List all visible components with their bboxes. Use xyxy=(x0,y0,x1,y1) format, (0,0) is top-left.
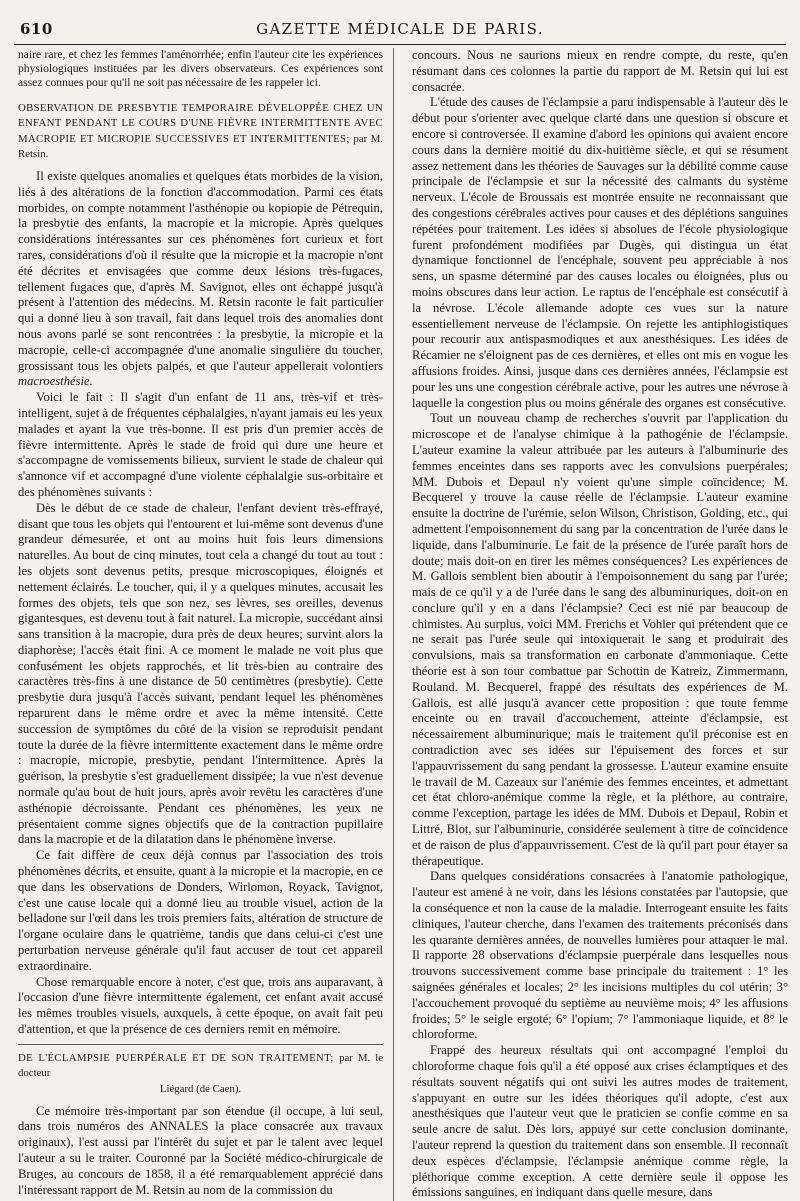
body-paragraph: Chose remarquable encore à noter, c'est que, trois ans auparavant, à l'occasion d'une fièvre intermittente également, cet enfant avait accusé les mêmes troubles visuels, auxquels, à cette époque, on avait fait peu d'attention, et que la présence de ces derniers remit en mémoire. xyxy=(18,974,383,1037)
intro-paragraph: naire rare, et chez les femmes l'aménorrhée; enfin l'auteur cite les expériences physiologiques instituées par les divers observateurs. Ces expériences sont assez connues pour qu'il ne soit pas nécessaire de les rappeler ici. xyxy=(18,48,383,90)
body-paragraph: Voici le fait : Il s'agit d'un enfant de 11 ans, très-vif et très-intelligent, sujet à de fréquentes céphalalgies, n'ayant jamais eu les yeux malades et ayant la vue très-bonne. Il est pris d'un premier accès de fièvre intermittente. Après le stade de froid qui dure une heure et s'accompagne de vomissements bilieux, survient le stade de chaleur qui s'annonce vif et accompagné d'une violente céphalalgie sus-orbitaire et des phénomènes suivants : xyxy=(18,390,383,499)
body-paragraph: Ce mémoire très-important par son étendue (il occupe, à lui seul, dans trois numéros des ANNALES la place consacrée aux travaux originaux), l'est aussi par l'intérêt du sujet et par le talent avec lequel l'auteur a su le traiter. Couronné par la Société médico-chirurgicale de Bruges, au concours de 1858, il a été remarquablement apprécié dans l'intéressant rapport de M. Retsin au nom de la commission du xyxy=(18,1103,383,1197)
heading-author: par M. Retsin. xyxy=(18,132,383,161)
body-paragraph: Il existe quelques anomalies et quelques états morbides de la vision, liés à des altérations de la fonction d'accommodation. Parmi ces états morbides, on compte notamment l'asthénopie ou kopiopie de Pétrequin, la presbytie des enfants, la macropie et la micropie. Après quelques considérations intéressantes sur ces phénomènes fort curieux et fort rares, considérations d'où il résulte que la micropie et la macropie n'ont été décrites et envisagées que comme deux lésions très-fugaces, tellement fugaces que, d'après M. Savignot, elles ont échappé jusqu'à présent à l'attention des médecins. M. Retsin raconte le fait particulier qui a donné lieu à son travail, fait dans lequel trois des anomalies dont nous avons parlé se sont rencontrées : la presbytie, la micropie et la macropie, celle-ci accompagnée d'une anomalie singulière du toucher, grossissant tous les objets palpés, et que l'auteur appellerait volontiers macroesthésie. xyxy=(18,168,383,389)
left-column xyxy=(18,48,394,1201)
page-header xyxy=(14,14,786,45)
body-paragraph: L'étude des causes de l'éclampsie a paru indispensable à l'auteur dès le début pour s'orienter avec quelque clarté dans une question si obscure et encore si controversée. Il examine d'abord les opinions qui avaient encore cours dans la dernière moitié du dix-huitième siècle, et qui se résument assez nettement dans les théories de Sauvages sur la débilité comme cause principale de l'éclampsie et sur la nécessité des calmants du système nerveux. L'école de Broussais est montrée ensuite ne reconnaissant que des congestions cérébrales actives pour causes et des déplétions sanguines répétées pour traitement. Les idées si absolues de l'école physiologique furent profondément modifiées par Dugès, qui distingua un état dynamique fonctionnel de l'encéphale, souvent peu appréciable à nos sens, un spasme déterminé par des causes locales ou éloignées, plus ou moins obscures dans leur action. Le raptus de l'encéphale est consécutif à la névrose. L'école allemande adopte ces vues sur la nature essentiellement nerveuse de l'éclampsie. On rejette les antiphlogistiques pour recourir aux antispasmodiques et aux anesthésiques. Les idées de Récamier ne s'éloignent pas de ces dernières, et elles ont mis en vogue les affusions froides. Ainsi, jusque dans ces dernières années, l'éclampsie est pour les uns une congestion cérébrale active, pour les autres une névrose à laquelle la congestion plus ou moins générale des organes est consécutive. xyxy=(412,95,788,410)
heading-author: par M. le docteur xyxy=(18,1051,383,1080)
body-paragraph: Ce fait diffère de ceux déjà connus par l'association des trois phénomènes décrits, et ensuite, quant à la micropie et la macropie, en ce que dans les observations de Donders, Wirlomon, Royack, Tavignot, c'est une cause locale qui a donné lieu au trouble visuel, action de la belladone sur l'œil dans les trois premiers faits, altération de structure de l'organe oculaire dans le quatrième, tandis que dans celui-ci c'est une perturbation nerveuse générale qu'il faut accuser de tout cet appareil extraordinaire. xyxy=(18,848,383,973)
body-paragraph: Frappé des heureux résultats qui ont accompagné l'emploi du chloroforme chaque fois qu'il a été opposé aux crises éclamptiques et des résultats souvent négatifs qui ont suivi les autres modes de traitement, s'appuyant en outre sur les idées théoriques qu'il adopte, c'est aux anesthésiques que l'auteur veut que le praticien se confie comme en sa seule ancre de salut. Dès lors, appuyé sur cette conclusion dominante, l'auteur reprend la question du traitement dans son ensemble. Il reconnaît deux espèces d'éclampsie, l'éclampsie anémique comme règle, la pléthorique comme exception. A cette dernière seule il oppose les émissions sanguines, en indiquant dans quelle mesure, dans xyxy=(412,1043,788,1200)
body-paragraph: Tout un nouveau champ de recherches s'ouvrit par l'application du microscope et de l'analyse chimique à la pathogénie de l'éclampsie. L'auteur examine la valeur attribuée par les auteurs à l'albuminurie des femmes enceintes dans ses rapports avec les convulsions puerpérales; MM. Dubois et Depaul n'y voient qu'une simple coïncidence; M. Becquerel y trouve la cause réelle de l'éclampsie. L'auteur examine ensuite la doctrine de l'urémie, selon Wilson, Christison, Golding, etc., qui admettent l'empoisonnement du sang par la concentration de l'urée dans le liquide, dans l'albuminurie. Le fait de la présence de l'urée paraît hors de doute; mais doit-on en tirer les mêmes conséquences? Les expériences de M. Gallois semblent bien aboutir à l'empoisonnement du sang par l'urée; mais de ce qu'il y a de l'urée dans le sang des albuminuriques, doit-on en conclure qu'il y en a dans l'éclampsie? Ceci est nié par beaucoup de chimistes. Au surplus, voici MM. Frerichs et Vohler qui prétendent que ce ne serait pas l'urée seule qui intoxiquerait le sang et produirait des convulsions, mais sa transformation en carbonate d'ammoniaque. Cette théorie est à son tour combattue par Schottin de Katreiz, Zimmermann, Rouland. M. Becquerel, frappé des résultats des expériences de M. Gallois, est allé jusqu'à avancer cette proposition : que toute femme enceinte ou en travail d'accouchement, atteinte d'éclampsie, est nécessairement albuminurique; mais le traitement qu'il préconise est en contradiction avec ses idées sur l'épuisement des forces et sur l'appauvrissement du sang pendant la grossesse. L'auteur examine ensuite le travail de M. Cazeaux sur l'anémie des femmes enceintes, et admettant cet état chloro-anémique comme la règle, et la pléthore, au contraire, comme l'exception, partage les idées de MM. Dubois et Depaul, Robin et Littré, Blot, sur l'albuminurie, considérée seulement à titre de coïncidence et de raison de plus d'appauvrissement. C'est de là qu'il part pour étayer sa thérapeutique. xyxy=(412,411,788,868)
right-column xyxy=(412,48,788,1201)
journal-title: GAZETTE MÉDICALE DE PARIS. xyxy=(256,20,544,38)
page-number: 610 xyxy=(20,20,53,38)
body-paragraph: Dans quelques considérations consacrées à l'anatomie pathologique, l'auteur est amené à ne voir, dans les lésions constatées par l'autopsie, que la conséquence et non la cause de la maladie. Interrogeant ensuite les faits cliniques, l'auteur cherche, dans l'examen des traitements préconisés dans les quarante dernières années, de nouvelles lumières pour attaquer le mal. Il rapporte 28 observations d'éclampsie puerpérale dans lesquelles nous trouvons successivement comme base principale du traitement : 1° les saignées générales et locales; 2° les incisions multiples du col utérin; 3° l'accouchement provoqué du septième au neuvième mois; 4° les affusions froides; 5° le seigle ergoté; 6° l'opium; 7° l'ammoniaque liquide, et 8° le chloroforme. xyxy=(412,869,788,1042)
text-columns xyxy=(18,48,788,1200)
section-divider xyxy=(18,1044,383,1045)
article-heading-eclampsie xyxy=(18,1051,383,1082)
heading-title: OBSERVATION DE PRESBYTIE TEMPORAIRE DÉVELOPPÉE CHEZ UN ENFANT PENDANT LE COURS D'UNE FIÈVRE INTERMITTENTE AVEC MACROPIE ET MICROPIE SUCCESSIVES ET INTERMITTENTES; xyxy=(18,101,383,145)
body-paragraph: Dès le début de ce stade de chaleur, l'enfant devient très-effrayé, disant que tous les objets qui l'entourent et lui-même sont devenus d'une grandeur démesurée, et ont au moins huit fois leurs dimensions naturelles. Au bout de cinq minutes, tout cela a changé du tout au tout : les objets sont devenus petits, presque microscopiques, éloignés et nettement éclairés. Le toucher, qui, il y a quelques minutes, accusait les formes des objets, tels que son nez, ses lèvres, ses oreilles, devenus gigantesques, est devenu tout à fait naturel. La micropie, succédant ainsi sans transition à la macropie, dura près de deux heures; survint alors la diaphorèse; l'accès était fini. A ce moment le malade ne voit plus que confusément les objets rapprochés, et lit très-bien au contraire des caractères très-fins à une distance de 50 centimètres (presbytie). Cette presbytie dura jusqu'à l'accès suivant, pendant lequel les phénomènes reparurent dans le même ordre et avec la même intensité. Cette succession de symptômes du côté de la vision se reproduisit pendant toute la durée de la fièvre intermittente exactement dans le même ordre : macropie, micropie, presbytie, pendant l'intermittence. Après la guérison, la presbytie s'est graduellement dissipée; la vue n'est devenue normale qu'au bout de huit jours, après avoir revêtu les caractères d'une asthénopie décroissante. Pendant ces phénomènes, les yeux ne présentaient comme signes objectifs que de la contraction pupillaire dans la macropie et de la dilatation dans le phénomène inverse. xyxy=(18,500,383,847)
heading-title: DE L'ÉCLAMPSIE PUERPÉRALE ET DE SON TRAITEMENT; xyxy=(18,1051,334,1064)
heading-author-name: Liégard (de Caen). xyxy=(159,1083,242,1095)
body-paragraph: concours. Nous ne saurions mieux en rendre compte, du reste, qu'en résumant dans ces colonnes la partie du rapport de M. Retsin qui lui est consacrée. xyxy=(412,48,788,94)
article-heading-presbytie xyxy=(18,101,383,163)
